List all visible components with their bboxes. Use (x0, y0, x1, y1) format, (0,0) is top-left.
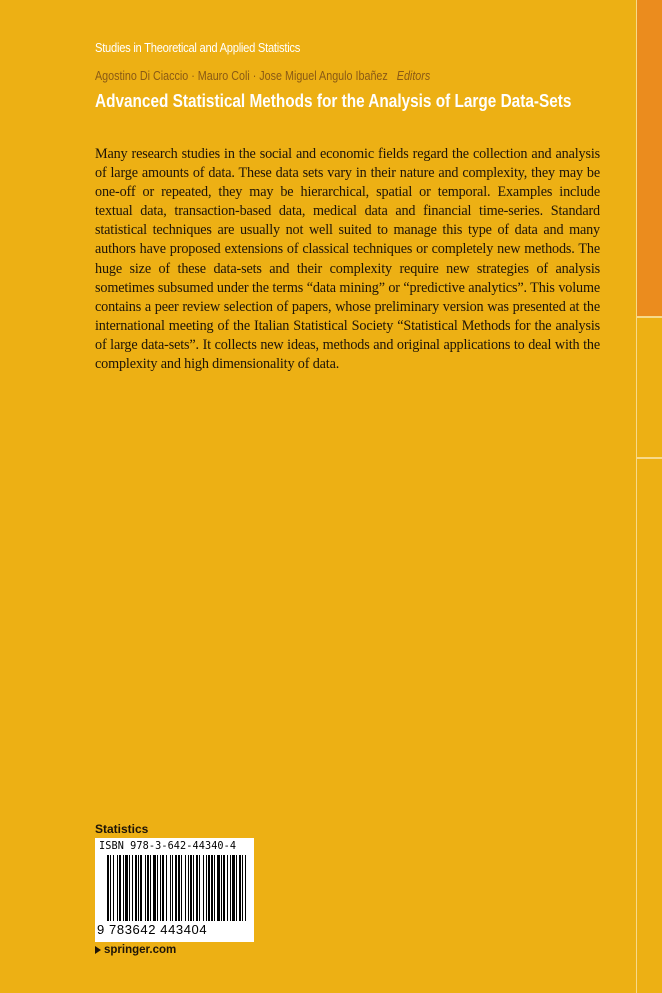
barcode-bar (232, 855, 235, 921)
barcode-bar (239, 855, 241, 921)
spine-divider (637, 457, 662, 459)
barcode-bar (203, 855, 204, 921)
barcode-bar (107, 855, 109, 921)
barcode-bar (170, 855, 171, 921)
series-title: Studies in Theoretical and Applied Statistics (95, 40, 301, 55)
barcode-bar (236, 855, 237, 921)
spine-accent (637, 0, 662, 318)
barcode-bar (185, 855, 186, 921)
book-title: Advanced Statistical Methods for the Analysis of Large Data-Sets (95, 90, 572, 111)
barcode-bar (230, 855, 231, 921)
barcode-bar (135, 855, 137, 921)
barcode-bar (175, 855, 177, 921)
barcode-bar (129, 855, 130, 921)
barcode-bar (147, 855, 149, 921)
barcode-bar (150, 855, 151, 921)
barcode-bar (172, 855, 173, 921)
publisher-url: springer.com (104, 944, 177, 956)
barcode-bar (153, 855, 156, 921)
barcode-bar (117, 855, 118, 921)
barcode-bar (217, 855, 220, 921)
ean-digits: 9 783642 443404 (97, 922, 208, 937)
barcode-bar (193, 855, 194, 921)
arrow-right-icon (95, 946, 101, 954)
barcode-bar (211, 855, 213, 921)
barcode-bar (160, 855, 161, 921)
barcode-bar (138, 855, 139, 921)
barcode-bar (123, 855, 124, 921)
barcode-bar (162, 855, 164, 921)
barcode-bar (119, 855, 121, 921)
barcode-bar (206, 855, 207, 921)
barcode-bar (181, 855, 182, 921)
barcode-bar (125, 855, 128, 921)
barcode-bar (221, 855, 222, 921)
barcode-bar (223, 855, 225, 921)
barcode-bar (140, 855, 142, 921)
barcode-bar (214, 855, 215, 921)
editors-role: Editors (396, 69, 431, 83)
barcode-bar (199, 855, 200, 921)
publisher-link[interactable] (95, 944, 176, 956)
barcode-bar (208, 855, 210, 921)
barcode-bar (242, 855, 243, 921)
barcode-bar (188, 855, 189, 921)
subject-category: Statistics (95, 822, 149, 836)
barcode-bar (196, 855, 198, 921)
barcode-bar (227, 855, 228, 921)
barcode-bar (166, 855, 167, 921)
isbn-number: ISBN 978-3-642-44340-4 (99, 841, 237, 852)
spine-divider (637, 316, 662, 318)
barcode-bar (190, 855, 192, 921)
barcode-bar (110, 855, 111, 921)
book-description: Many research studies in the social and economic fields regard the collection and analysis of large amounts of data. These data sets vary in their nature and complexity, they may be one-off or repeated, they may be hierarchical, spatial or temporal. Examples include textual data, transaction-based data, medical data and financial time-series. Standard statistical techniques are usually not well suited to manage this type of data and many authors have proposed extensions of classical techniques or completely new methods. The huge size of these data-sets and their complexity require new strategies of analysis sometimes subsumed under the terms “data mining” or “predictive analytics”. This volume contains a peer review selection of papers, whose preliminary version was presented at the international meeting of the Italian Statistical Society “Statistical Methods for the analysis of large data-sets”. It collects new ideas, methods and original applications to deal with the complexity and high dimensionality of data. (95, 146, 600, 373)
barcode-bar (178, 855, 180, 921)
editors-line (95, 69, 430, 83)
barcode-bar (245, 855, 246, 921)
editor-names: Agostino Di Ciaccio · Mauro Coli · Jose Miguel Angulo Ibañez (95, 69, 388, 83)
barcode-bar (113, 855, 114, 921)
barcode-bar (145, 855, 146, 921)
isbn-barcode (95, 838, 254, 942)
barcode-bar (157, 855, 158, 921)
barcode-bar (132, 855, 133, 921)
